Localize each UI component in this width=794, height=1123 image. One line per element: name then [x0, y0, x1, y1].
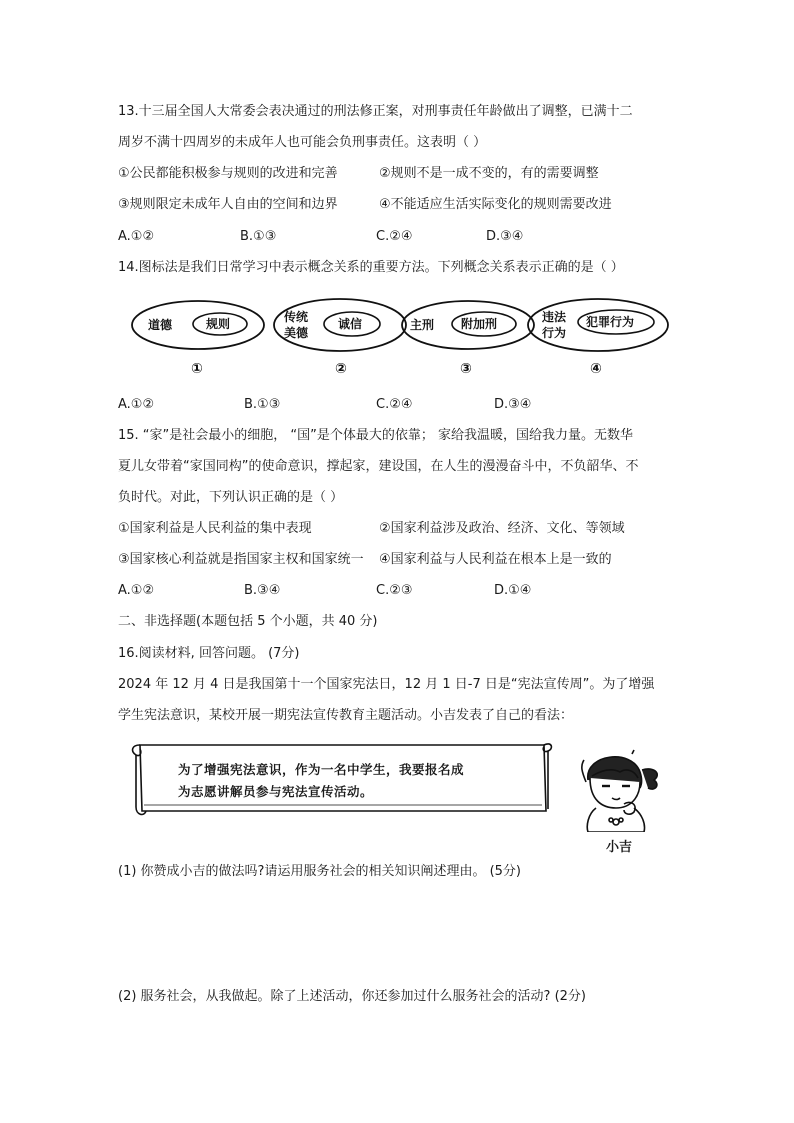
diagram-3-outer: 主刑 [410, 318, 435, 332]
q14-option-b: B.①③ [244, 397, 281, 412]
q13-option-b: B.①③ [240, 229, 277, 244]
diagram-3-number: ③ [460, 361, 472, 377]
diagram-4-inner: 犯罪行为 [586, 315, 635, 329]
q15-statement-4: ④国家利益与人民利益在根本上是一致的 [379, 552, 612, 567]
q15-option-a: A.①② [118, 583, 155, 598]
concept-diagrams [128, 298, 680, 380]
q13-line-1: 13.十三届全国人大常委会表决通过的刑法修正案，对刑事责任年龄做出了调整，已满十二 [118, 104, 633, 119]
diagram-2 [274, 299, 406, 377]
section-heading: 二、非选择题(本题包括 5 个小题，共 40 分) [118, 614, 378, 629]
diagram-1-outer: 道德 [148, 318, 173, 332]
diagram-3 [402, 301, 534, 377]
q13-statement-4: ④不能适应生活实际变化的规则需要改进 [379, 197, 612, 212]
diagram-2-outer-line2: 美德 [284, 326, 309, 340]
diagram-2-number: ② [335, 361, 347, 377]
diagram-3-inner: 附加刑 [461, 317, 498, 331]
q15-line-2: 夏儿女带着“家国同构”的使命意识，撑起家，建设国，在人生的漫漫奋斗中，不负韶华、不 [118, 459, 639, 474]
diagram-2-outer-line1: 传统 [284, 310, 309, 324]
q13-option-c: C.②④ [376, 229, 413, 244]
speech-line-2: 为志愿讲解员参与宪法宣传活动。 [178, 784, 374, 799]
q16-material-line-2: 学生宪法意识，某校开展一期宪法宣传教育主题活动。小吉发表了自己的看法： [118, 708, 574, 723]
diagram-2-inner: 诚信 [338, 317, 363, 331]
diagram-1 [132, 301, 264, 377]
q15-statement-2: ②国家利益涉及政治、经济、文化、等领域 [379, 521, 625, 536]
diagram-1-number: ① [191, 361, 203, 377]
diagram-1-inner: 规则 [206, 317, 231, 331]
q14-option-a: A.①② [118, 397, 155, 412]
q15-option-b: B.③④ [244, 583, 281, 598]
q15-line-1: 15. “家”是社会最小的细胞， “国”是个体最大的依靠； 家给我温暖，国给我力量。无数华 [118, 428, 634, 443]
speech-scroll [130, 737, 554, 819]
q15-line-3: 负时代。对此，下列认识正确的是（ ） [118, 490, 344, 505]
q15-statement-1: ①国家利益是人民利益的集中表现 [118, 521, 312, 536]
q14-option-c: C.②④ [376, 397, 413, 412]
q13-statement-3: ③规则限定未成年人自由的空间和边界 [118, 197, 338, 212]
q14-stem: 14.图标法是我们日常学习中表示概念关系的重要方法。下列概念关系表示正确的是（ ） [118, 260, 624, 275]
q16-subquestion-1: (1) 你赞成小吉的做法吗?请运用服务社会的相关知识阐述理由。 (5分) [118, 864, 521, 879]
q16-material-line-1: 2024 年 12 月 4 日是我国第十一个国家宪法日，12 月 1 日-7 日是“宪法宣传周”。为了增强 [118, 677, 655, 692]
diagram-4-outer-line1: 违法 [542, 310, 567, 324]
q13-option-d: D.③④ [486, 229, 524, 244]
character-name: 小吉 [606, 840, 633, 855]
q13-statement-2: ②规则不是一成不变的，有的需要调整 [379, 166, 599, 181]
q13-statement-1: ①公民都能积极参与规则的改进和完善 [118, 166, 338, 181]
girl-illustration [562, 748, 670, 832]
q14-option-d: D.③④ [494, 397, 532, 412]
diagram-4-number: ④ [590, 361, 602, 377]
q15-statement-3: ③国家核心利益就是指国家主权和国家统一 [118, 552, 364, 567]
diagram-4-outer-line2: 行为 [542, 326, 567, 340]
q16-subquestion-2: (2) 服务社会，从我做起。除了上述活动，你还参加过什么服务社会的活动? (2分) [118, 989, 586, 1004]
q16-stem: 16.阅读材料, 回答问题。 (7分) [118, 646, 300, 661]
speech-line-1: 为了增强宪法意识，作为一名中学生，我要报名成 [178, 762, 465, 777]
q13-line-2: 周岁不满十四周岁的未成年人也可能会负刑事责任。这表明（ ） [118, 135, 487, 150]
q15-option-d: D.①④ [494, 583, 532, 598]
diagram-4 [528, 299, 668, 377]
q15-option-c: C.②③ [376, 583, 413, 598]
q13-option-a: A.①② [118, 229, 155, 244]
